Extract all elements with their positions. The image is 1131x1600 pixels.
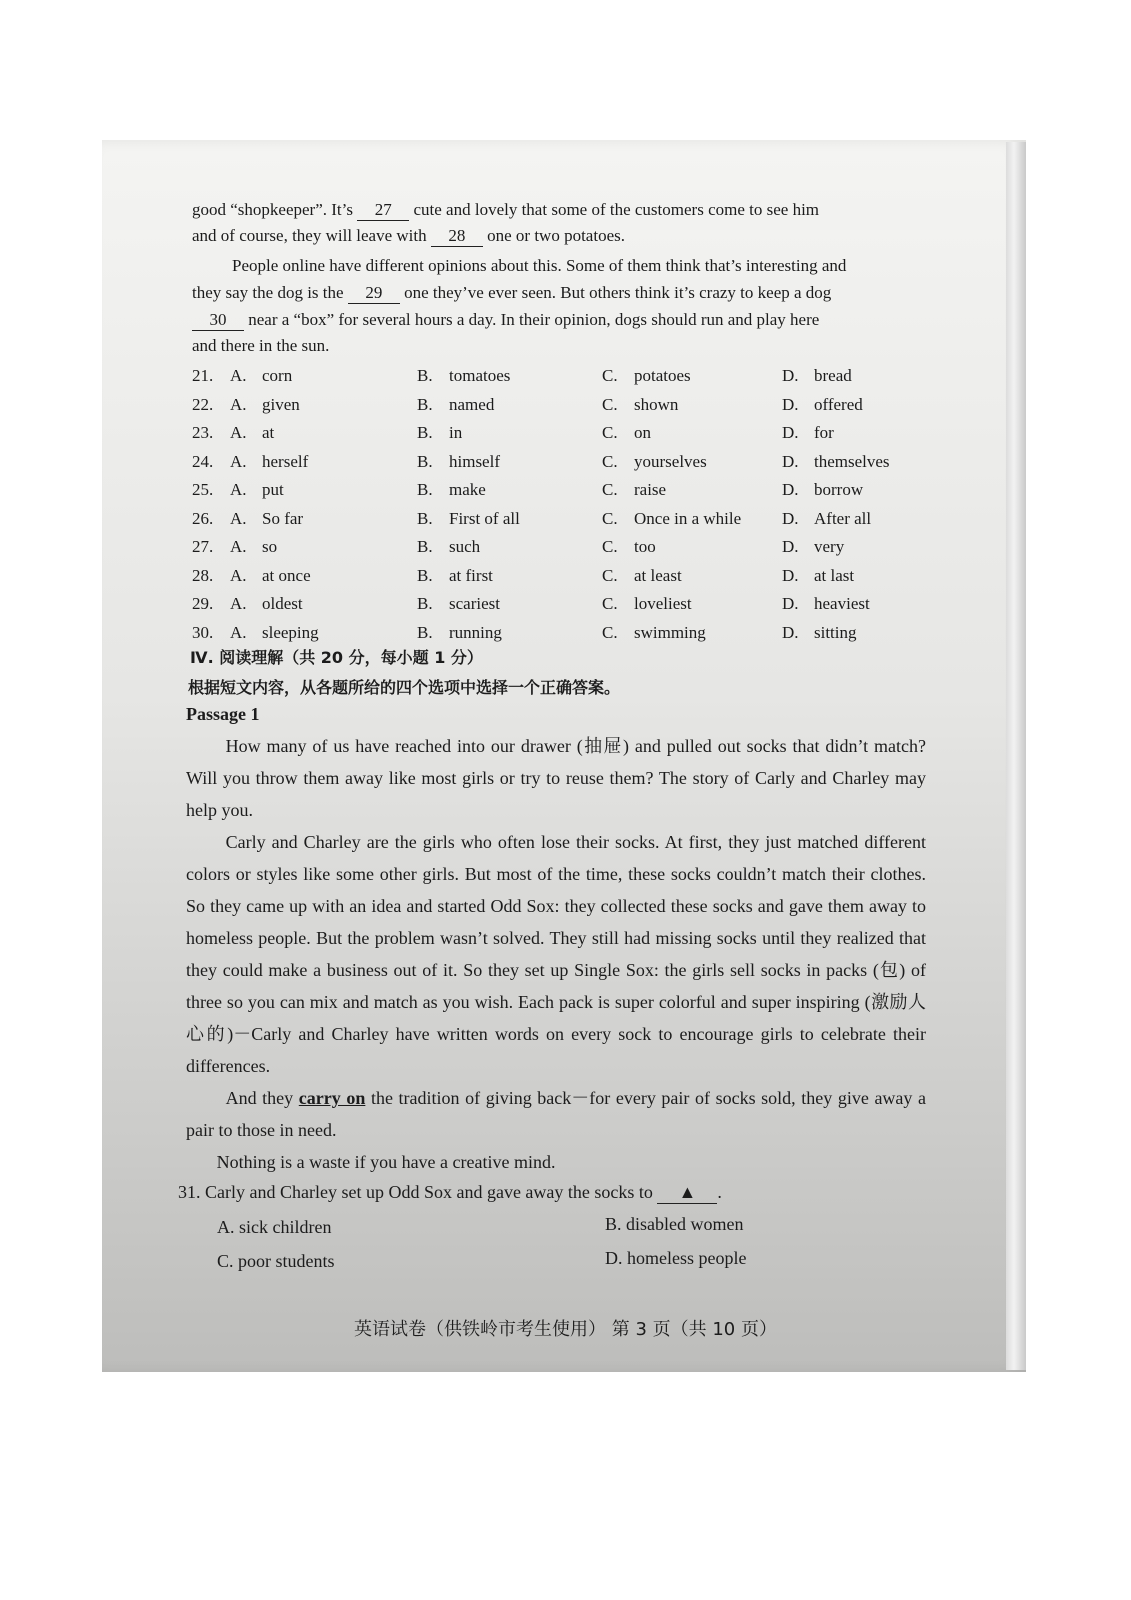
question-number: 30.: [192, 622, 214, 642]
option-31-c: C. poor students: [217, 1251, 335, 1271]
option-text: given: [262, 394, 300, 414]
blank-28: 28: [431, 226, 483, 247]
passage-paragraph-3: And they carry on the tradition of giving back－for every pair of socks sold, they give away a pair to those in need.: [186, 1088, 927, 1140]
option-letter: A.: [230, 394, 247, 414]
option-letter: A.: [230, 565, 247, 585]
option-text: at first: [449, 565, 493, 585]
option-text: sleeping: [262, 622, 319, 642]
cloze-line-2: and of course, they will leave with 28 one or two potatoes.: [192, 226, 625, 245]
option-letter: D.: [782, 394, 799, 414]
option-31-b: B. disabled women: [605, 1214, 744, 1234]
option-row: [192, 509, 922, 531]
question-number: 24.: [192, 451, 214, 471]
option-letter: B.: [417, 508, 433, 528]
blank-27: 27: [357, 200, 409, 221]
option-letter: D.: [782, 451, 799, 471]
section-heading: Ⅳ. 阅读理解（共 20 分，每小题 1 分）: [190, 648, 483, 667]
option-row: [192, 537, 922, 559]
option-text: in: [449, 423, 463, 442]
option-text: After all: [814, 508, 872, 528]
option-letter: D.: [782, 594, 799, 613]
option-text: himself: [449, 451, 500, 471]
option-row: [192, 480, 922, 502]
question-number: 28.: [192, 565, 214, 585]
question-31-stem: 31. Carly and Charley set up Odd Sox and gave away the socks to ▲ .: [178, 1182, 722, 1202]
option-row: [192, 566, 922, 588]
option-text: scariest: [449, 594, 500, 613]
option-row: [192, 594, 922, 616]
option-row: [192, 452, 922, 474]
option-letter: D.: [782, 508, 799, 528]
option-text: put: [262, 480, 284, 499]
option-letter: C.: [602, 594, 618, 613]
option-31-a: A. sick children: [217, 1217, 332, 1237]
option-letter: C.: [602, 366, 618, 385]
option-text: borrow: [814, 480, 864, 499]
option-text: bread: [814, 366, 852, 385]
option-text: such: [449, 537, 481, 556]
option-letter: A.: [230, 451, 247, 471]
cloze-line-6: and there in the sun.: [192, 336, 330, 355]
option-row: [192, 366, 922, 388]
option-letter: A.: [230, 594, 247, 613]
option-letter: C.: [602, 537, 618, 556]
option-letter: A.: [230, 423, 247, 442]
option-letter: D.: [782, 622, 799, 642]
answer-blank-icon: ▲: [657, 1182, 717, 1204]
blank-29: 29: [348, 283, 400, 304]
option-text: Once in a while: [634, 508, 742, 528]
option-text: shown: [634, 394, 679, 414]
option-text: tomatoes: [449, 366, 511, 385]
option-letter: A.: [230, 366, 247, 385]
blank-30: 30: [192, 310, 244, 331]
cloze-line-3: People online have different opinions about this. Some of them think that’s interesting and: [232, 256, 847, 275]
option-row: [192, 395, 922, 417]
option-letter: A.: [230, 537, 247, 556]
option-text: herself: [262, 451, 309, 471]
option-letter: C.: [602, 508, 618, 528]
paper-edge: [1006, 142, 1026, 1370]
passage-paragraph-1: How many of us have reached into our drawer (抽屉) and pulled out socks that didn’t match? Will you throw them away like most girls or try to reuse them? The story of Carly and Charley may help you.: [186, 736, 926, 820]
question-number: 23.: [192, 423, 214, 442]
option-text: at last: [814, 565, 855, 585]
option-letter: D.: [782, 423, 799, 442]
option-text: for: [814, 423, 834, 442]
option-text: so: [262, 537, 278, 556]
option-text: offered: [814, 394, 863, 414]
passage-1: [186, 730, 926, 1178]
option-text: at: [262, 423, 275, 442]
option-letter: A.: [230, 622, 247, 642]
question-number: 25.: [192, 480, 214, 499]
question-number: 26.: [192, 508, 214, 528]
option-letter: D.: [782, 366, 799, 385]
option-text: on: [634, 423, 651, 442]
option-text: First of all: [449, 508, 520, 528]
option-text: swimming: [634, 622, 706, 642]
option-letter: C.: [602, 622, 618, 642]
option-text: running: [449, 622, 502, 642]
option-letter: D.: [782, 565, 799, 585]
option-letter: B.: [417, 394, 433, 414]
underlined-phrase: carry on: [298, 1088, 366, 1108]
question-number: 27.: [192, 537, 214, 556]
option-text: too: [634, 537, 656, 556]
section-instruction: 根据短文内容，从各题所给的四个选项中选择一个正确答案。: [188, 678, 621, 697]
passage-paragraph-2: Carly and Charley are the girls who often lose their socks. At first, they just matched different colors or styles like some other girls. But most of the time, these socks couldn’t match their clothes. So they came up with an idea and started Odd Sox: they collected these socks and gave them away to homeless people. But the problem wasn’t solved. They still had missing socks until they realized that they could make a business out of it. So they set up Single Sox: the girls sell socks in packs (包) of three so you can mix and match as you wish. Each pack is super colorful and super inspiring (激励人心的)－Carly and Charley have written words on every sock to encourage girls to celebrate their differences.: [186, 832, 926, 1076]
option-letter: B.: [417, 594, 433, 613]
passage-title: Passage 1: [186, 704, 260, 724]
option-text: very: [814, 537, 845, 556]
option-letter: B.: [417, 366, 433, 385]
option-text: themselves: [814, 451, 890, 471]
question-number: 29.: [192, 594, 214, 613]
option-letter: B.: [417, 537, 433, 556]
option-letter: B.: [417, 423, 433, 442]
cloze-line-1: good “shopkeeper”. It’s 27 cute and lovely that some of the customers come to see him: [192, 200, 820, 219]
cloze-line-4: they say the dog is the 29 one they’ve ever seen. But others think it’s crazy to keep a dog: [192, 283, 832, 302]
question-number: 21.: [192, 366, 214, 385]
option-text: potatoes: [634, 366, 691, 385]
option-text: raise: [634, 480, 667, 499]
option-row: [192, 623, 922, 645]
option-letter: D.: [782, 480, 799, 499]
cloze-line-5: 30 near a “box” for several hours a day. In their opinion, dogs should run and play here: [192, 310, 819, 331]
option-letter: B.: [417, 565, 433, 585]
option-text: at least: [634, 565, 682, 585]
option-text: make: [449, 480, 486, 499]
option-letter: C.: [602, 451, 618, 471]
passage-paragraph-4: Nothing is a waste if you have a creative mind.: [216, 1152, 556, 1172]
option-text: yourselves: [634, 451, 707, 471]
option-text: at once: [262, 565, 311, 585]
option-text: So far: [262, 508, 304, 528]
option-text: corn: [262, 366, 293, 385]
option-letter: C.: [602, 565, 618, 585]
option-letter: C.: [602, 423, 618, 442]
option-letter: B.: [417, 622, 433, 642]
option-text: sitting: [814, 622, 857, 642]
option-letter: B.: [417, 480, 433, 499]
option-31-d: D. homeless people: [605, 1248, 747, 1268]
option-letter: A.: [230, 508, 247, 528]
option-letter: D.: [782, 537, 799, 556]
option-letter: C.: [602, 394, 618, 414]
option-text: loveliest: [634, 594, 692, 613]
option-letter: B.: [417, 451, 433, 471]
option-letter: C.: [602, 480, 618, 499]
option-row: [192, 423, 922, 445]
option-text: heaviest: [814, 594, 870, 613]
question-number: 22.: [192, 394, 214, 414]
option-text: named: [449, 394, 495, 414]
page-footer: 英语试卷（供铁岭市考生使用） 第 3 页（共 10 页）: [354, 1319, 777, 1340]
option-letter: A.: [230, 480, 247, 499]
option-text: oldest: [262, 594, 303, 613]
